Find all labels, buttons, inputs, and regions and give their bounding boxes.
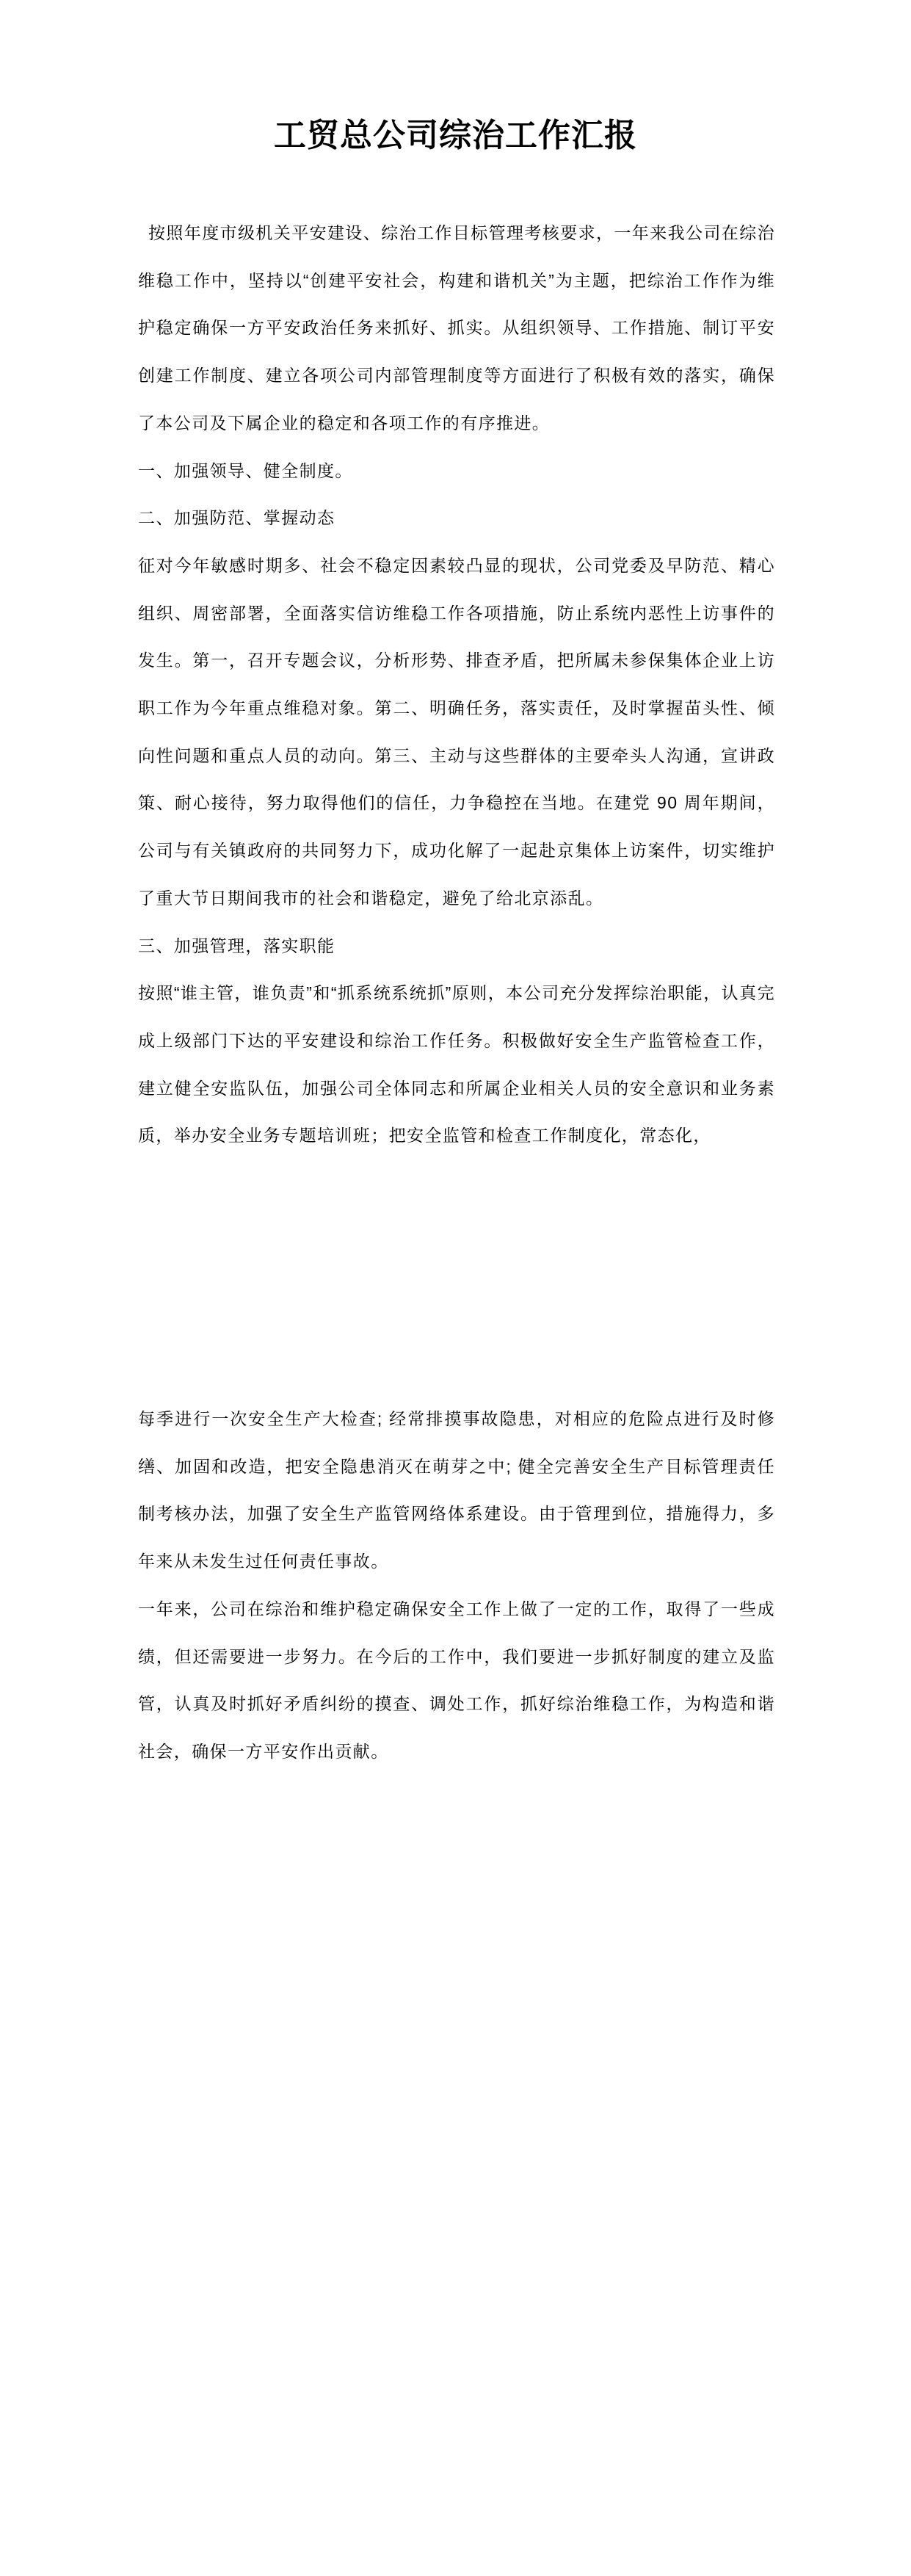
section-heading-2: 二、加强防范、掌握动态 — [138, 508, 335, 528]
document-body — [138, 209, 775, 1776]
paragraph-intro: 按照年度市级机关平安建设、综治工作目标管理考核要求，一年来我公司在综治维稳工作中，坚持以“创建平安社会，构建和谐机关”为主题，把综治工作作为维护稳定确保一方平安政治任务来抓好、抓实。从组织领导、工作措施、制订平安创建工作制度、建立各项公司内部管理制度等方面进行了积极有效的落实，确保了本公司及下属企业的稳定和各项工作的有序推进。 — [138, 223, 775, 433]
paragraph-section-3-body-page1: 按照“谁主管，谁负责”和“抓系统系统抓”原则，本公司充分发挥综治职能，认真完成上级部门下达的平安建设和综治工作任务。积极做好安全生产监管检查工作，建立健全安监队伍，加强公司全体同志和所属企业相关人员的安全意识和业务素质，举办安全业务专题培训班；把安全监管和检查工作制度化，常态化， — [138, 983, 775, 1146]
paragraph-section-2-body: 征对今年敏感时期多、社会不稳定因素较凸显的现状，公司党委及早防范、精心组织、周密部署，全面落实信访维稳工作各项措施，防止系统内恶性上访事件的发生。第一，召开专题会议，分析形势、排查矛盾，把所属未参保集体企业上访职工作为今年重点维稳对象。第二、明确任务，落实责任，及时掌握苗头性、倾向性问题和重点人员的动向。第三、主动与这些群体的主要牵头人沟通，宣讲政策、耐心接待，努力取得他们的信任，力争稳控在当地。在建党 90 周年期间，公司与有关镇政府的共同努力下，成功化解了一起赴京集体上访案件，切实维护了重大节日期间我市的社会和谐稳定，避免了给北京添乱。 — [138, 555, 775, 908]
page-break-gap — [138, 1159, 775, 1395]
paragraph-conclusion: 一年来，公司在综治和维护稳定确保安全工作上做了一定的工作，取得了一些成绩，但还需要进一步努力。在今后的工作中，我们要进一步抓好制度的建立及监管，认真及时抓好矛盾纠纷的摸查、调处工作，抓好综治维稳工作，为构造和谐社会，确保一方平安作出贡献。 — [138, 1599, 775, 1761]
paragraph-section-3-body-page2: 每季进行一次安全生产大检查; 经常排摸事故隐患，对相应的危险点进行及时修缮、加固和改造，把安全隐患消灭在萌芽之中; 健全完善安全生产目标管理责任制考核办法，加强了安全生产监管网络体系建设。由于管理到位，措施得力，多年来从未发生过任何责任事故。 — [138, 1409, 775, 1571]
document-title: 工贸总公司综治工作汇报 — [274, 117, 637, 154]
section-heading-1: 一、加强领导、健全制度。 — [138, 460, 353, 480]
section-heading-3: 三、加强管理，落实职能 — [138, 936, 335, 955]
